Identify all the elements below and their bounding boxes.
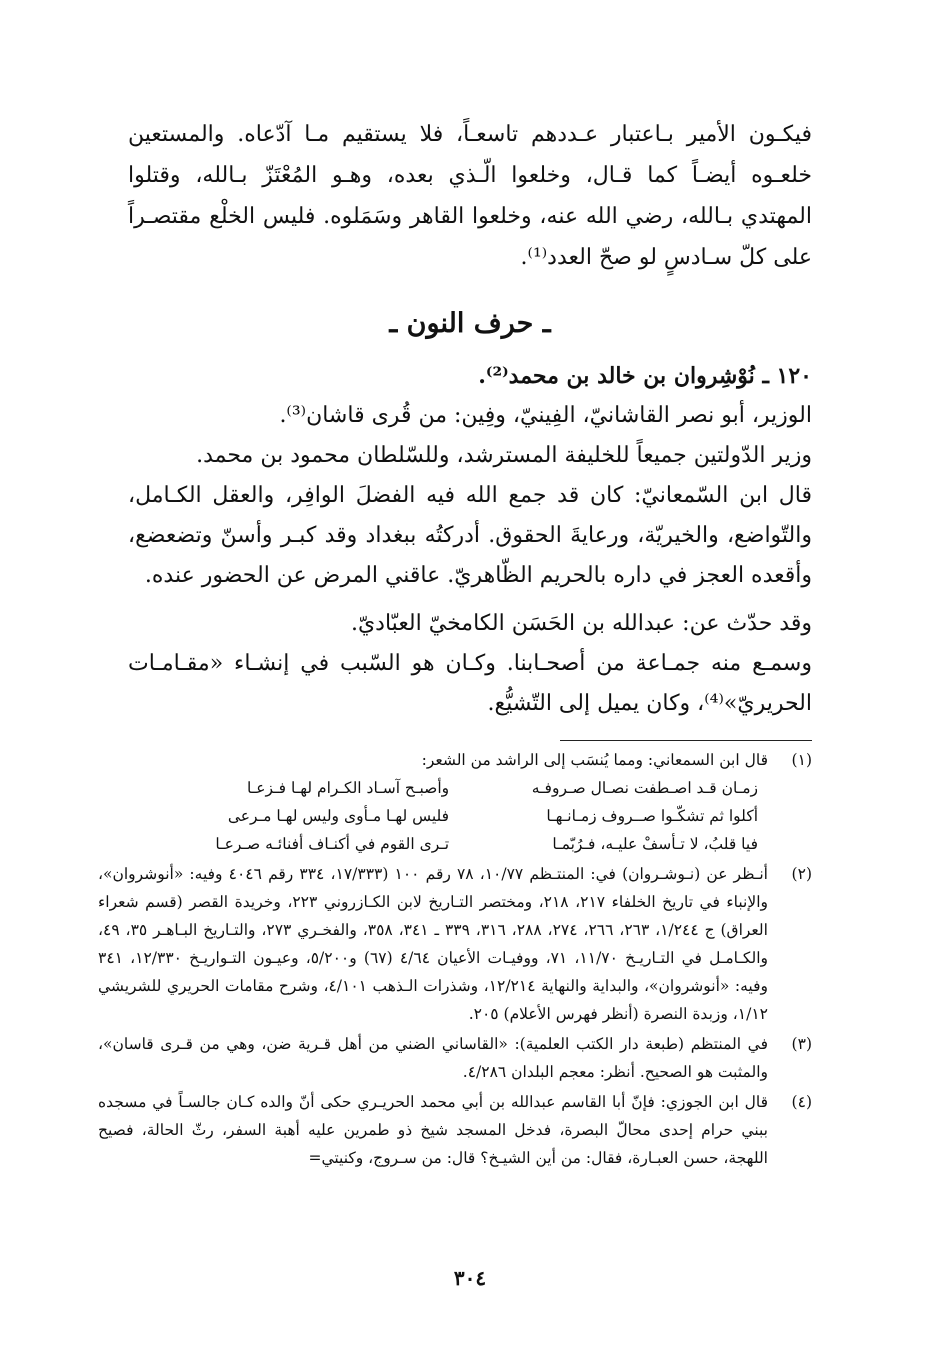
footnote-number: (٣) <box>791 1035 812 1053</box>
entry-title: ١٢٠ ـ نُوْشِروان بن خالد بن محمد⁽²⁾. <box>478 363 812 389</box>
footnote-text: في المنتظم (طبعة دار الكتب العلمية): «القاساني الضني من أهل قـرية ضن، وهي من قـرى قاسان»، والمثبت هو الصحيح. أنظر: معجم البلدان ٤/٢٨٦. <box>98 1035 768 1081</box>
footnotes <box>98 746 812 1174</box>
verse-hemistich: زمـان قـد اصـطفت نصـال صـروفـه <box>531 779 758 797</box>
entry-line: الوزير، أبو نصر القاشانيّ، الفِينيّ، وفِين: من قُرى قاشان⁽³⁾. <box>279 403 812 428</box>
poem-verse <box>98 830 768 858</box>
opening-paragraph: فيكـون الأمير بـاعتبار عـددهم تاسعـاً، فلا يستقيم مـا آدّعاه. والمستعين خلعـوه أيضـاً كما قـال، وخلعوا الّـذي بعده، وهـو المُعْتَزّ بـالله، وقتلوا المهتدي بـالله، رضي الله عنه، وخلعوا القاهر وسَمَلوه. فليس الخلْع مقتصـراً على كلّ سـادسٍ لو صحّ العدد⁽¹⁾. <box>128 122 812 270</box>
footnote-number: (٢) <box>791 865 812 883</box>
page-number: ٣٠٤ <box>453 1266 487 1290</box>
entry-line: وسمـع منه جمـاعة من أصحـابنا. وكـان هو السّبب في إنشـاء «مقـامـات الحريريّ»⁽⁴⁾، وكان يميل إلى التّشيُّع. <box>128 651 812 716</box>
footnote <box>98 1088 812 1172</box>
footnote-number: (٤) <box>791 1093 812 1111</box>
verse-hemistich: أكلوا ثم تشكّـوا صــروف زمـانـهـا <box>546 807 758 825</box>
poem <box>98 774 768 858</box>
section-heading: ـ حرف النون ـ <box>389 308 551 339</box>
main-text <box>128 114 812 278</box>
entry-line: وزير الدّولتين جميعاً للخليفة المسترشد، وللسّلطان محمود بن محمد. <box>196 443 812 468</box>
footnote-divider <box>560 740 812 741</box>
footnote <box>98 860 812 1028</box>
footnote-text: قال ابن الجوزي: فإنّ أبا القاسم عبدالله بن أبي محمد الحريـري حكى أنّ والده كـان جالسـاً في مسجده ببني حرام إحدى محالّ البصرة، فدخل المسجد شيخ ذو طمرين عليه أهبة السفر، رثّ الحالة، فصيح اللهجة، حسن العبـارة، فقال: من أين الشيـخ؟ قال: من سـروج، وكنيتي= <box>98 1093 768 1167</box>
footnote <box>98 1030 812 1086</box>
footnote <box>98 746 812 858</box>
verse-hemistich: تـرى القوم في أكنـاف أفنائـه صـرعـا <box>215 835 450 853</box>
verse-hemistich: فليس لهـا مـأوى وليس لهـا مـرعى <box>227 807 450 825</box>
poem-verse <box>98 774 768 802</box>
verse-hemistich: فيا قلبُ، لا تـأسفْ عليـه، فـرُبّمـا <box>552 835 758 853</box>
poem-verse <box>98 802 768 830</box>
entry-line: وقد حدّث عن: عبدالله بن الحَسَن الكامخيّ العبّاديّ. <box>350 611 812 636</box>
biography-entry <box>128 356 812 724</box>
entry-line: قال ابن السّمعانيّ: كان قد جمع الله فيه الفضلَ الوافِر، والعقل الكـامل، والتّواضع، والخيريّة، ورعايةَ الحقوق. أدركتُه ببغداد وقد كبـر وأسنّ وتضعضع، وأقعده العجز في داره بالحريم الظّاهريّ. عاقني المرض عن الحضور عنده. <box>128 483 812 588</box>
footnote-number: (١) <box>791 751 812 769</box>
footnote-text: أنـظر عن (نـوشـروان) في: المنتـظم ١٠/٧٧، ٧٨ رقم ١٠٠ (١٧/٣٣٣، ٣٣٤ رقم ٤٠٤٦ وفيه: «أنوشروان»، والإنباء في تاريخ الخلفاء ٢١٧، ٢١٨، ومختصر التـاريخ لابن الكـازروني ٢٢٣، وخريدة القصر (قسم شعراء العراق) ج ١/٢٤٤، ٢٦٣، ٢٦٦، ٢٧٤، ٢٨٨، ٣١٦، ٣٣٩ ـ ٣٤١، ٣٥٨، والفخـري ٢٧٣، والتـاريخ البـاهـر ٣٥، ٤٩، والكـامـل في التـاريـخ ١١/٧٠، ٧١، ووفيـات الأعيان ٤/٦٤ (٦٧) و٥/٢٠٠، وعيـون التـواريـخ ١٢/٣٣٠، ٣٤١ وفيه: «أنوشروان»، والبداية والنهاية ١٢/٢١٤، وشذرات الـذهب ٤/١٠١، وشرح مقامات الحريري للشريشي ١/١٢، وزبدة النصرة (أنظر فهرس الأعلام) ٢٠٥. <box>98 865 769 1023</box>
verse-hemistich: وأصبـح آسـاد الكـرام لهـا فـزعـا <box>247 779 450 797</box>
footnote-text: قال ابن السمعاني: ومما يُنسَب إلى الراشد من الشعر: <box>421 751 768 769</box>
